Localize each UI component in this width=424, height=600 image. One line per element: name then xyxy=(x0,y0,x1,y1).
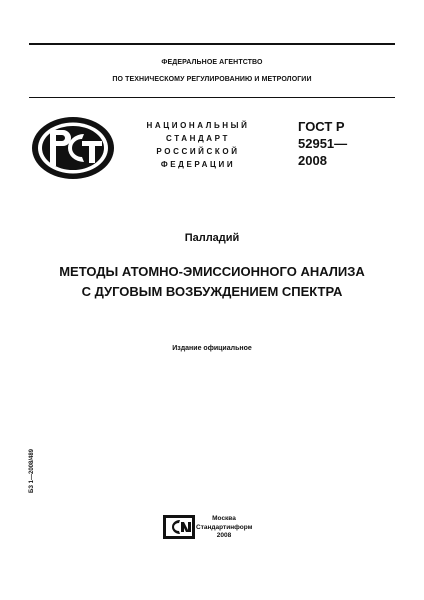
national-line-3: РОССИЙСКОЙ xyxy=(156,147,240,156)
national-line-1: НАЦИОНАЛЬНЫЙ xyxy=(146,121,250,130)
agency-name-line1: ФЕДЕРАЛЬНОЕ АГЕНТСТВО xyxy=(161,59,263,66)
top-rule xyxy=(29,43,395,45)
edition-label: Издание официальное xyxy=(172,345,252,352)
publisher-imprint xyxy=(196,515,252,541)
gost-line-3: 2008 xyxy=(298,153,327,168)
title-line-2: С ДУГОВЫМ ВОЗБУЖДЕНИЕМ СПЕКТРА xyxy=(81,284,343,299)
gost-designation xyxy=(298,118,388,169)
national-line-2: СТАНДАРТ xyxy=(166,134,230,143)
publisher-year: 2008 xyxy=(216,532,232,539)
document-subject: Палладий xyxy=(184,232,240,244)
gost-line-2: 52951— xyxy=(298,136,348,151)
national-standard-label xyxy=(118,119,278,171)
gost-line-1: ГОСТ Р xyxy=(298,119,345,134)
publisher-name: Стандартинформ xyxy=(196,523,253,531)
side-code: БЗ 1—2008/489 xyxy=(29,448,35,494)
standartinform-logo-icon xyxy=(162,514,196,540)
rst-certification-mark-icon xyxy=(30,114,116,182)
national-line-4: ФЕДЕРАЦИИ xyxy=(160,160,236,169)
publisher-city: Москва xyxy=(212,515,236,522)
header-rule xyxy=(29,97,395,98)
document-title xyxy=(29,262,395,302)
agency-name-line2: ПО ТЕХНИЧЕСКОМУ РЕГУЛИРОВАНИЮ И МЕТРОЛОГИИ xyxy=(112,76,312,83)
title-line-1: МЕТОДЫ АТОМНО-ЭМИССИОННОГО АНАЛИЗА xyxy=(59,264,365,279)
